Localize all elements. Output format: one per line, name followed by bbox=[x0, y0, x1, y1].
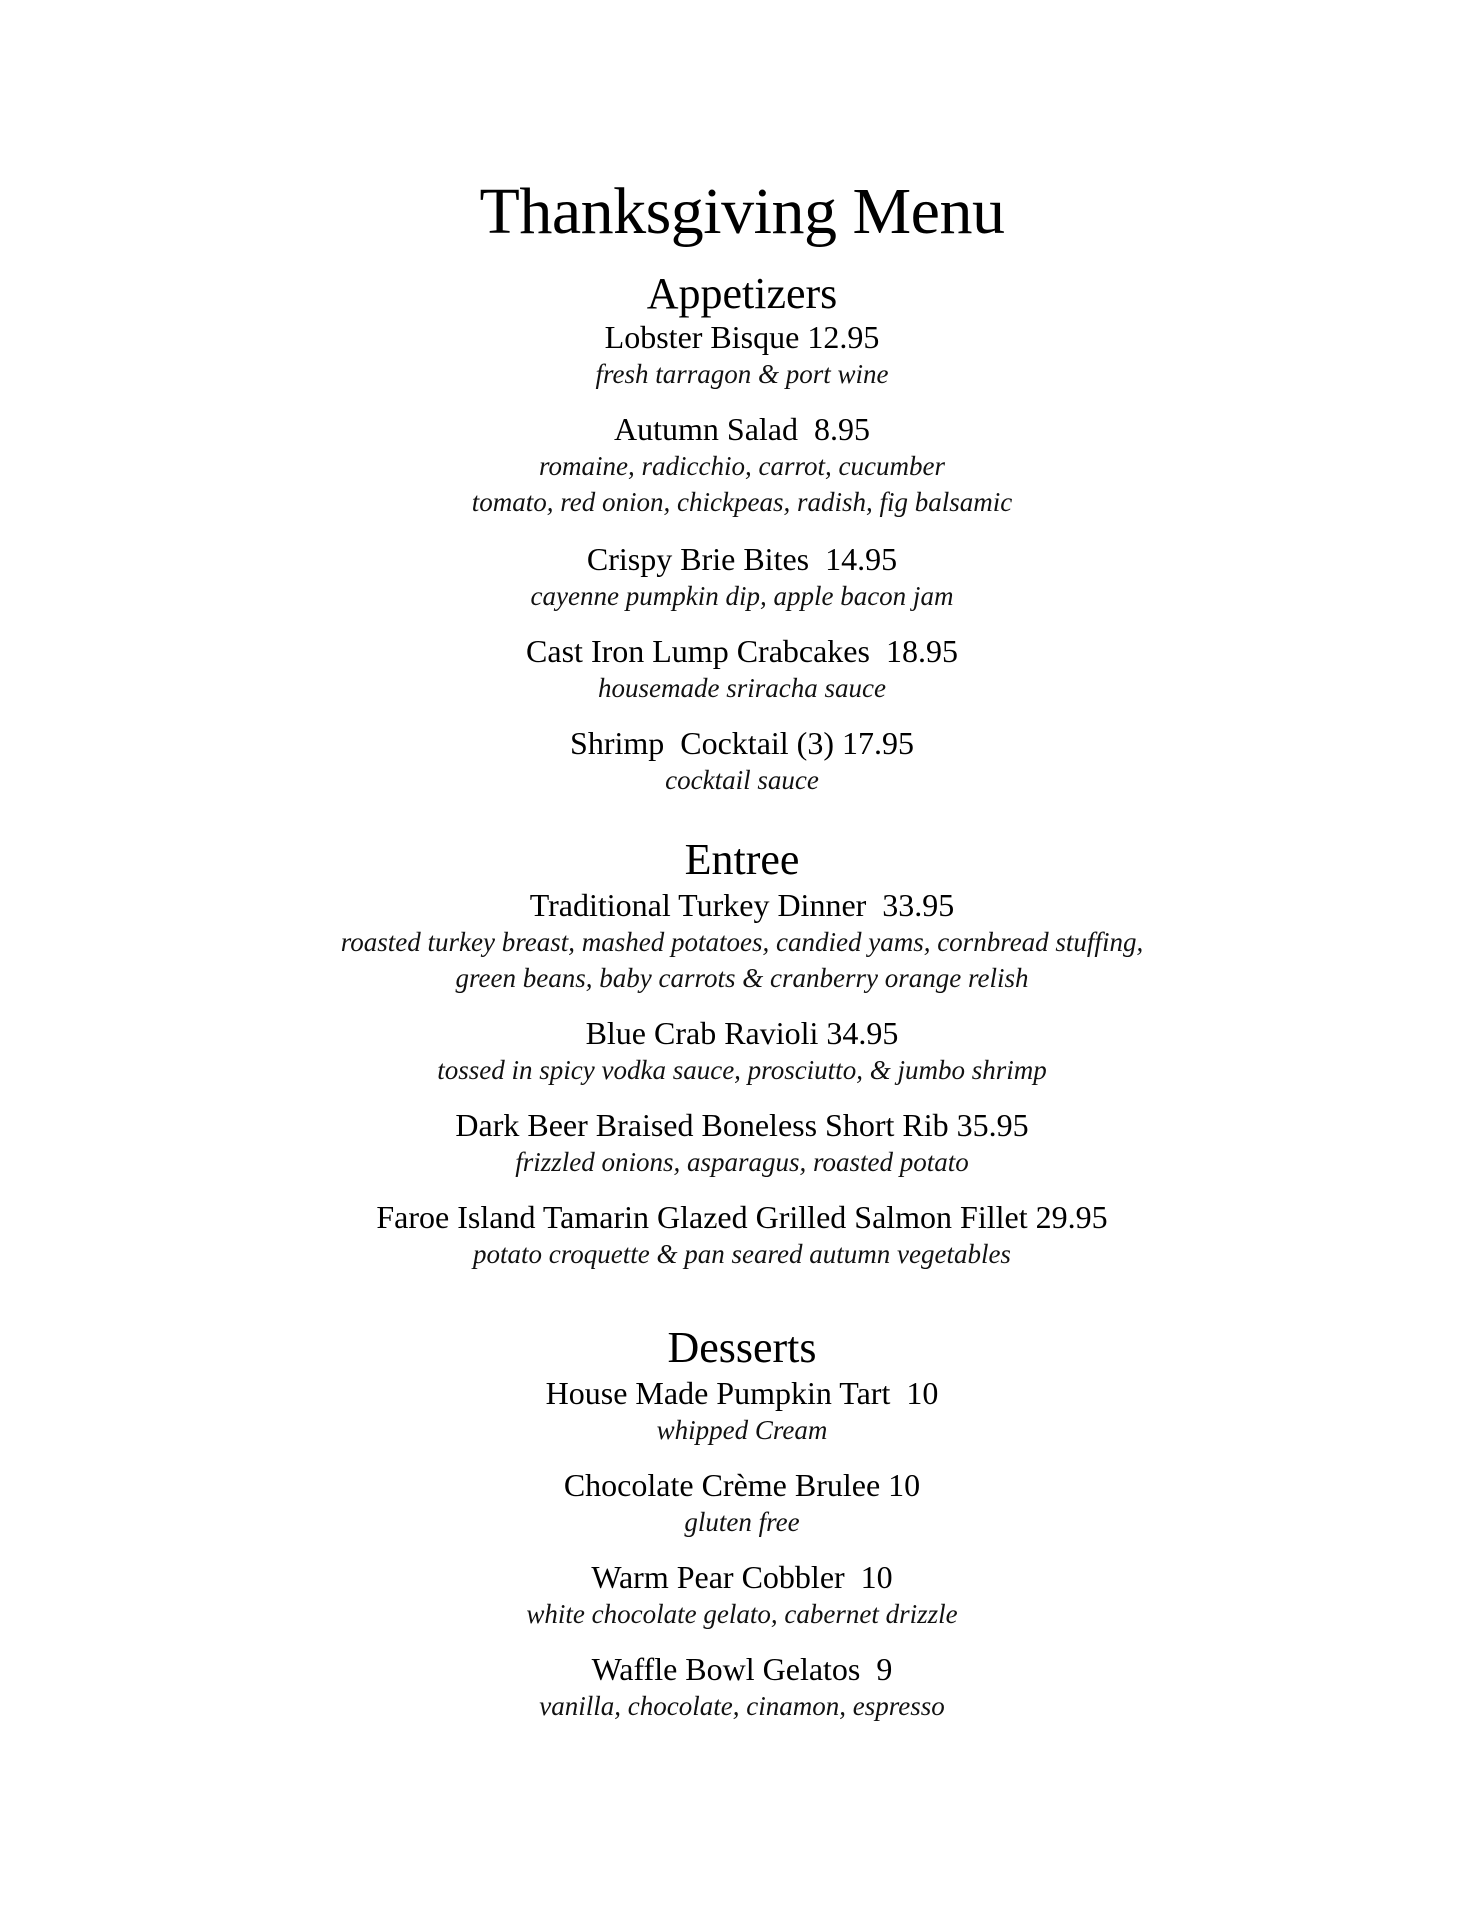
item-description bbox=[0, 924, 1484, 996]
menu-item bbox=[0, 1198, 1484, 1272]
menu-item bbox=[0, 632, 1484, 706]
item-description bbox=[0, 1144, 1484, 1180]
item-description-line: green beans, baby carrots & cranberry orange relish bbox=[455, 963, 1029, 993]
menu-item bbox=[0, 1106, 1484, 1180]
item-description-line: housemade sriracha sauce bbox=[598, 673, 886, 703]
item-description-line: roasted turkey breast, mashed potatoes, candied yams, cornbread stuffing, bbox=[340, 927, 1144, 957]
item-name: Blue Crab Ravioli 34.95 bbox=[585, 1015, 899, 1051]
item-description-line: cayenne pumpkin dip, apple bacon jam bbox=[530, 581, 954, 611]
item-description bbox=[0, 448, 1484, 520]
item-description bbox=[0, 1504, 1484, 1540]
item-name: Autumn Salad 8.95 bbox=[614, 411, 870, 447]
menu-item bbox=[0, 886, 1484, 996]
menu-item bbox=[0, 1374, 1484, 1448]
item-description bbox=[0, 1688, 1484, 1724]
item-description bbox=[0, 578, 1484, 614]
menu-item bbox=[0, 318, 1484, 392]
item-description-line: gluten free bbox=[684, 1507, 800, 1537]
item-description-line: cocktail sauce bbox=[665, 765, 819, 795]
item-description-line: whipped Cream bbox=[656, 1415, 828, 1445]
menu-item bbox=[0, 1466, 1484, 1540]
item-description-line: tomato, red onion, chickpeas, radish, fig balsamic bbox=[471, 487, 1013, 517]
item-description bbox=[0, 1236, 1484, 1272]
section-heading-appetizers: Appetizers bbox=[646, 269, 838, 318]
menu-item bbox=[0, 540, 1484, 614]
item-name: Chocolate Crème Brulee 10 bbox=[563, 1467, 921, 1503]
menu-title: Thanksgiving Menu bbox=[479, 175, 1005, 248]
item-description bbox=[0, 1596, 1484, 1632]
item-description bbox=[0, 356, 1484, 392]
menu-item bbox=[0, 1650, 1484, 1724]
item-name: Waffle Bowl Gelatos 9 bbox=[591, 1651, 893, 1687]
menu-item bbox=[0, 1014, 1484, 1088]
item-description-line: white chocolate gelato, cabernet drizzle bbox=[526, 1599, 958, 1629]
item-description-line: tossed in spicy vodka sauce, prosciutto, & jumbo shrimp bbox=[437, 1055, 1047, 1085]
item-description-line: romaine, radicchio, carrot, cucumber bbox=[539, 451, 945, 481]
menu-item bbox=[0, 1558, 1484, 1632]
item-description bbox=[0, 1412, 1484, 1448]
item-description bbox=[0, 762, 1484, 798]
item-description bbox=[0, 670, 1484, 706]
menu-item bbox=[0, 410, 1484, 520]
item-name: Warm Pear Cobbler 10 bbox=[591, 1559, 893, 1595]
item-name: Lobster Bisque 12.95 bbox=[604, 319, 880, 355]
item-description-line: frizzled onions, asparagus, roasted potato bbox=[515, 1147, 969, 1177]
item-name: Crispy Brie Bites 14.95 bbox=[586, 541, 898, 577]
menu-item bbox=[0, 724, 1484, 798]
item-name: Cast Iron Lump Crabcakes 18.95 bbox=[526, 633, 958, 669]
section-heading-entree: Entree bbox=[684, 835, 800, 884]
item-name: Dark Beer Braised Boneless Short Rib 35.95 bbox=[455, 1107, 1029, 1143]
item-description-line: fresh tarragon & port wine bbox=[595, 359, 889, 389]
item-description-line: vanilla, chocolate, cinamon, espresso bbox=[539, 1691, 945, 1721]
item-name: Traditional Turkey Dinner 33.95 bbox=[529, 887, 955, 923]
item-name: Shrimp Cocktail (3) 17.95 bbox=[570, 725, 914, 761]
section-heading-desserts: Desserts bbox=[667, 1323, 817, 1372]
item-description-line: potato croquette & pan seared autumn vegetables bbox=[473, 1239, 1011, 1269]
item-name: House Made Pumpkin Tart 10 bbox=[545, 1375, 939, 1411]
item-name: Faroe Island Tamarin Glazed Grilled Salmon Fillet 29.95 bbox=[376, 1199, 1108, 1235]
item-description bbox=[0, 1052, 1484, 1088]
